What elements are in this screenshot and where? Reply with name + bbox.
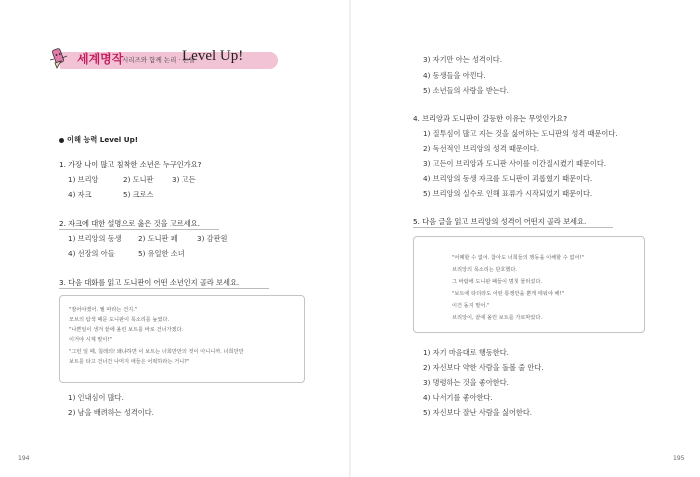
question-2: 2. 자크에 대한 설명으로 옳은 것을 고르세요. [59,219,200,228]
series-title: 세계명작 [77,52,124,66]
passage-line: 이건 돌지 말어." [452,303,490,309]
question-5-underline [413,227,613,228]
question-2-underline [59,229,219,230]
q5-option-5: 5) 자신보다 잘난 사람을 싫어한다. [423,408,533,417]
right-page [351,0,700,477]
question-5: 5. 다음 글을 읽고 브리앙의 성격이 어떤지 골라 보세요. [413,217,587,226]
q2-option-5: 5) 유일한 소녀 [138,249,185,258]
q1-option-4: 4) 자크 [68,190,92,199]
left-page [0,0,349,477]
q5-option-3: 3) 명령하는 것을 좋아한다. [423,378,509,387]
question-4: 4. 브리앙과 도니판이 갈등한 이유는 무엇인가요? [413,114,568,123]
q1-option-2: 2) 도니판 [123,175,154,184]
q4-option-2: 2) 독선적인 브리앙의 성격 때문이다. [423,144,540,153]
q4-option-1: 1) 질투심이 많고 지는 것을 싫어하는 도니판의 성격 때문이다. [423,129,618,138]
q3-option-5: 5) 소년들의 사랑을 받는다. [423,86,509,95]
bullet-icon [59,138,64,143]
passage-line: 그 바람에 도니판 패들이 멈칫 물러섰다. [452,279,543,285]
passage-line: "그런 일 때, 칠레의! 왜냐하면 이 보트는 너희만만의 것이 아니니까. 너희만만 [69,349,244,355]
passage-line: 브리앙이, 끝에 올린 보트를 가로막았다. [452,315,543,321]
q5-option-1: 1) 자기 마음대로 행동한다. [423,348,509,357]
q3-option-3: 3) 자기만 아는 성격이다. [423,55,503,64]
passage-line: 브리앙의 목소리는 단호했다. [452,267,518,273]
q2-option-2: 2) 도니판 페 [138,234,178,243]
page-number-right: 195 [673,455,685,462]
q4-option-5: 5) 브리앙의 실수로 인해 표류가 시작되었기 때문이다. [423,189,593,198]
level-up-title: Level Up! [182,48,244,64]
q2-option-4: 4) 선장의 아들 [68,249,115,258]
passage-line: "보트에 타더라도 어떤 통쟁만을 뿐게 태워야 해!" [452,291,564,297]
passage-line: 보트를 타고 건너간 나머지 애들은 어떡하라는 거니?" [69,359,190,365]
passage-line: "잠어야겠어. 뭘 따라는 건지." [69,307,138,313]
q5-option-4: 4) 나서기를 좋아한다. [423,393,493,402]
series-subtitle: 시리즈와 함께 논리 · 논술 [122,56,196,64]
page-number-left: 194 [18,455,30,462]
q1-option-1: 1) 브리앙 [68,175,99,184]
passage-line: "나쁜일이 생겨 끝에 올린 보트를 바로 건너가겠다. [69,327,184,333]
q1-option-3: 3) 고든 [172,175,196,184]
pencil-character-icon [46,47,70,71]
q3-option-1: 1) 인내심이 많다. [68,393,124,402]
question-3: 3. 다음 대화를 읽고 도니판이 어떤 소년인지 골라 보세요. [59,278,240,287]
q5-option-2: 2) 자신보다 약한 사람을 돌볼 줄 안다. [423,363,544,372]
question-3-underline [59,288,269,289]
passage-line: 이거야 시계 말이!" [69,337,112,343]
question-1: 1. 가장 나이 많고 침착한 소년은 누구인가요? [59,160,202,169]
passage-line: "어째할 수 없어. 참아도 너희들의 행동을 이해할 수 없어!" [452,255,584,261]
q2-option-3: 3) 감판원 [197,234,228,243]
q4-option-3: 3) 고든이 브리앙과 도니판 사이를 이간질시켰기 때문이다. [423,159,607,168]
series-header [46,47,278,71]
q3-option-2: 2) 남을 배려하는 성격이다. [68,408,154,417]
q3-option-4: 4) 동생들을 아낀다. [423,71,486,80]
q1-option-5: 5) 크로스 [123,190,154,199]
narrative-passage-box [413,236,645,333]
section-title [59,135,138,144]
q4-option-4: 4) 브리앙의 동생 자크를 도니판이 괴롭혔기 때문이다. [423,174,593,183]
q2-option-1: 1) 브리앙의 동생 [68,234,122,243]
dialogue-passage-box [59,295,305,383]
section-title-text: 이해 능력 Level Up! [67,135,139,144]
passage-line: 모브의 탐색 때문 도니판이 목소리를 높였다. [69,317,170,323]
